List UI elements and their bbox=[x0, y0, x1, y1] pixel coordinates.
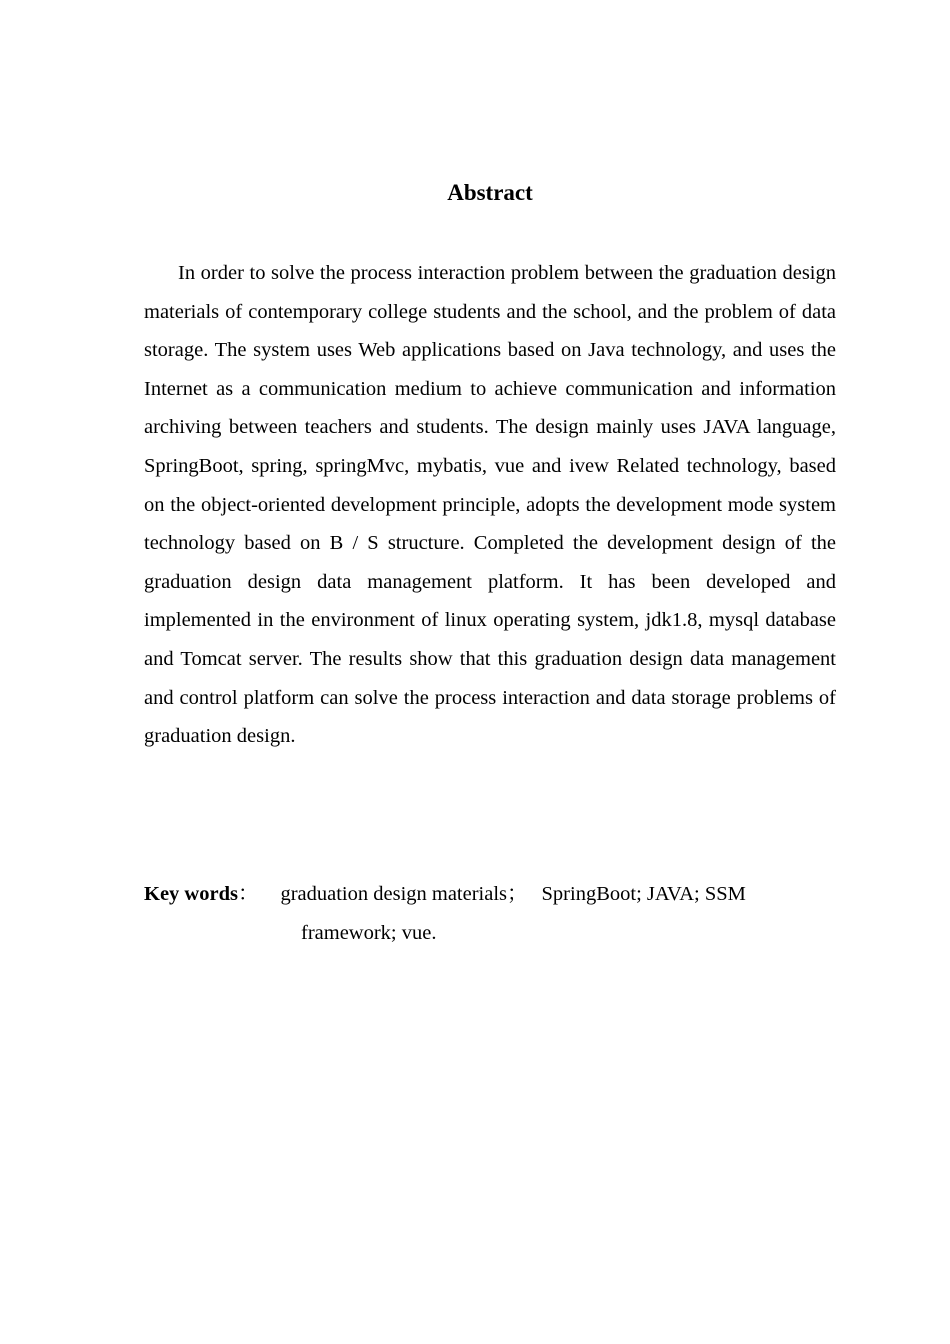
abstract-title: Abstract bbox=[447, 180, 533, 205]
keywords-section bbox=[144, 875, 836, 953]
keywords-line-2: framework; vue. bbox=[301, 922, 437, 944]
keyword-term-1: graduation design materials bbox=[280, 883, 508, 905]
keywords-label-colon: ： bbox=[237, 883, 259, 905]
keywords-rest-line-1: SpringBoot; JAVA; SSM bbox=[541, 883, 746, 905]
keywords-label: Key words bbox=[144, 883, 238, 905]
keyword-separator: ； bbox=[507, 883, 528, 905]
keywords-line-1 bbox=[144, 875, 836, 914]
abstract-body: In order to solve the process interaction problem between the graduation design materials of contemporary college students and the school, and the problem of data storage. The system uses Web applications based on Java technology, and uses the Internet as a communication medium to achieve communication and information archiving between teachers and students. The design mainly uses JAVA language, SpringBoot, spring, springMvc, mybatis, vue and ivew Related technology, based on the object-oriented development principle, adopts the development mode system technology based on B / S structure. Completed the development design of the graduation design data management platform. It has been developed and implemented in the environment of linux operating system, jdk1.8, mysql database and Tomcat server. The results show that this graduation design data management and control platform can solve the process interaction and data storage problems of graduation design. bbox=[144, 262, 836, 748]
